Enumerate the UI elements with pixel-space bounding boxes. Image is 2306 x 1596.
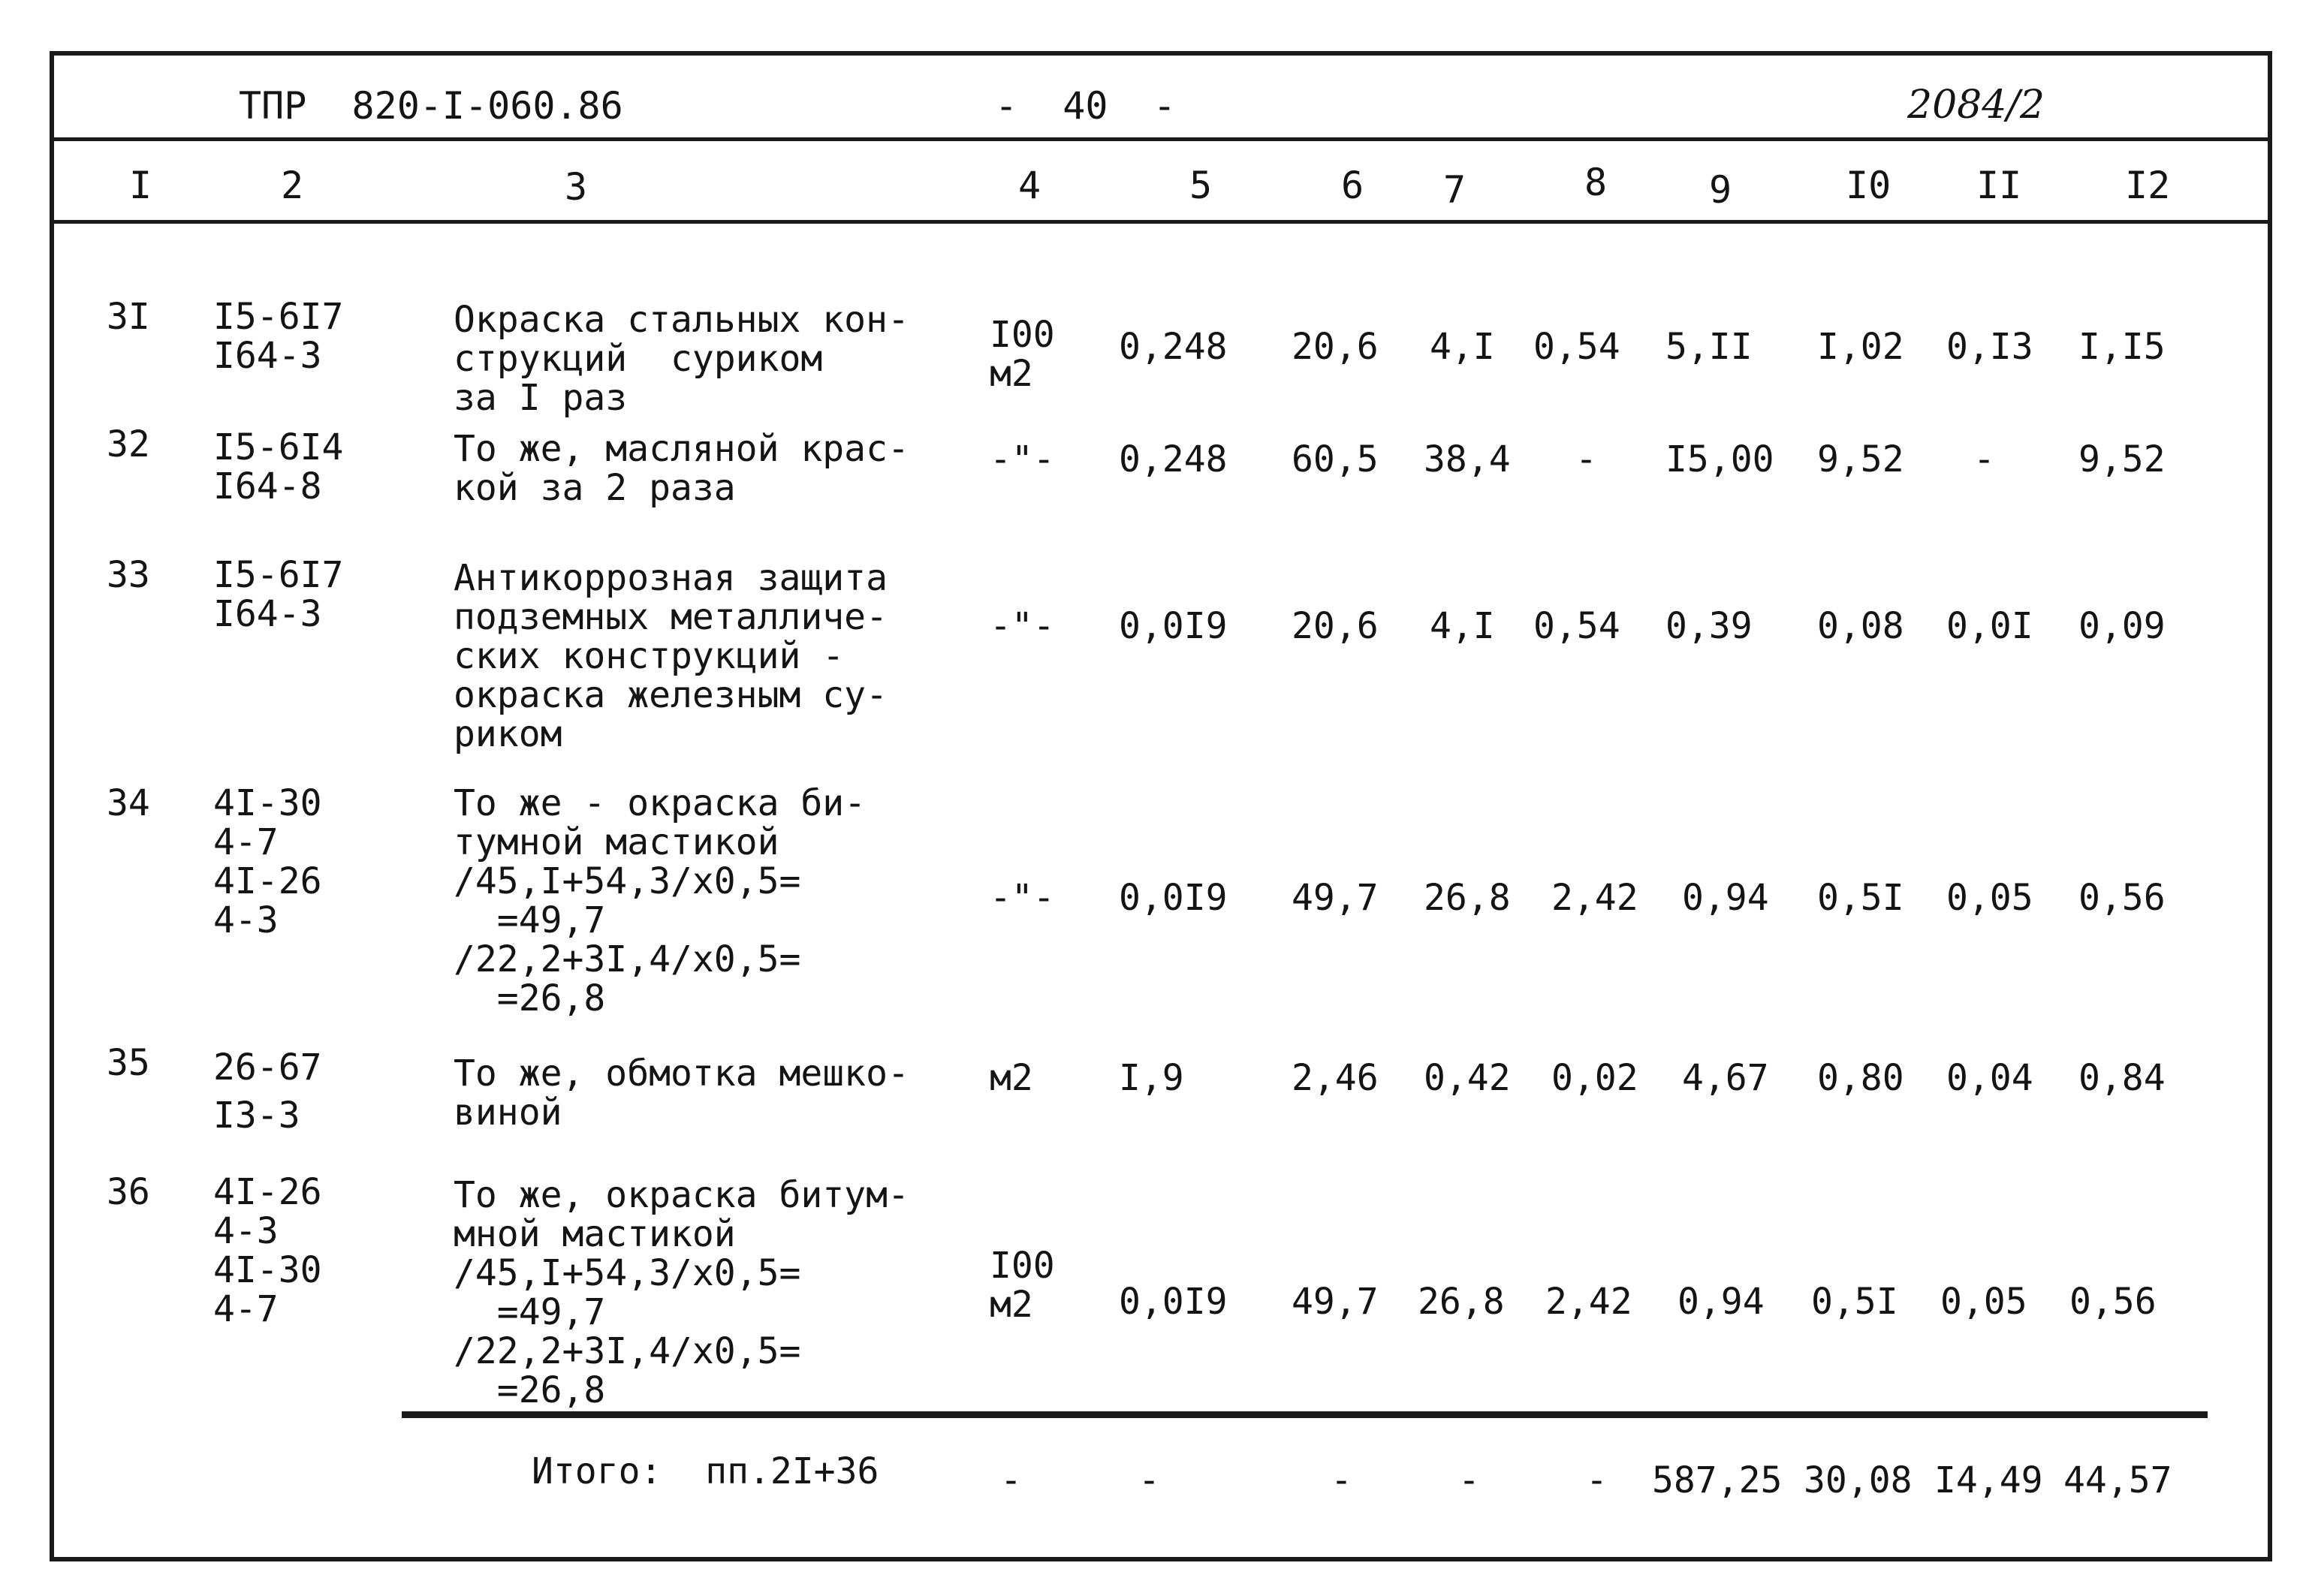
column-header-12: I2 [2125, 164, 2171, 207]
col8-value: 2,42 [1551, 877, 1638, 919]
total-col12: 44,57 [2063, 1459, 2172, 1501]
col10-value: 0,80 [1817, 1057, 1904, 1099]
col12-value: 0,84 [2078, 1057, 2166, 1099]
row-number: 35 [107, 1042, 150, 1084]
col7-value: 4,I [1430, 326, 1495, 368]
column-header-2: 2 [281, 164, 304, 207]
column-header-divider [50, 220, 2272, 224]
quantity: 0,0I9 [1119, 1281, 1228, 1323]
work-description: То же, окраска битум- мной мастикой /45,I+54,3/x0,5= =49,7 /22,2+3I,4/x0,5= =26,8 [454, 1174, 909, 1411]
column-header-8: 8 [1584, 161, 1608, 204]
col6-value: 60,5 [1292, 438, 1379, 480]
col6-value: 2,46 [1292, 1057, 1379, 1099]
col7-value: 26,8 [1418, 1281, 1505, 1323]
col10-value: 0,5I [1817, 877, 1904, 919]
total-col11: I4,49 [1934, 1459, 2043, 1501]
col12-value: I,I5 [2078, 326, 2166, 368]
page-number: - 40 - [995, 84, 1176, 128]
column-header-5: 5 [1189, 164, 1213, 207]
document-frame [50, 51, 2272, 1561]
col11-value: 0,I3 [1946, 326, 2033, 368]
work-description: Антикоррозная защита подземных металличе- ских конструкций - окраска железным су- риком [454, 557, 888, 755]
col11-value: 0,05 [1946, 877, 2033, 919]
col9-value: I5,00 [1665, 438, 1774, 480]
col12-value: 0,56 [2078, 877, 2166, 919]
quantity: 0,248 [1119, 438, 1228, 480]
col7-value: 0,42 [1424, 1057, 1511, 1099]
column-header-11: II [1976, 164, 2022, 207]
row-number: 32 [107, 423, 150, 465]
unit: I00 м2 [990, 1245, 1055, 1326]
col11-value: 0,05 [1940, 1281, 2027, 1323]
col8-value: 0,02 [1551, 1057, 1638, 1099]
col11-value: - [1973, 438, 1995, 480]
rate-code: I5-6I4 I64-8 [213, 426, 344, 507]
col8-value: 0,54 [1533, 605, 1620, 647]
col6-value: 49,7 [1292, 877, 1379, 919]
col12-value: 9,52 [2078, 438, 2166, 480]
total-col5: - [1138, 1459, 1160, 1501]
col10-value: 0,5I [1811, 1281, 1898, 1323]
rate-code: 4I-26 4-3 4I-30 4-7 [213, 1171, 322, 1330]
col7-value: 38,4 [1424, 438, 1511, 480]
col9-value: 0,94 [1682, 877, 1769, 919]
work-description: То же, масляной крас- кой за 2 раза [454, 428, 909, 509]
col11-value: 0,0I [1946, 605, 2033, 647]
quantity: 0,248 [1119, 326, 1228, 368]
work-description: То же, обмотка мешко- виной [454, 1052, 909, 1134]
rate-code: I5-6I7 I64-3 [213, 554, 344, 635]
total-col10: 30,08 [1804, 1459, 1913, 1501]
total-col9: 587,25 [1652, 1459, 1783, 1501]
work-description: То же - окраска би- тумной мастикой /45,I+54,3/x0,5= =49,7 /22,2+3I,4/x0,5= =26,8 [454, 782, 867, 1019]
unit: м2 [990, 1057, 1033, 1099]
unit: -"- [990, 438, 1055, 480]
col10-value: 0,08 [1817, 605, 1904, 647]
col7-value: 4,I [1430, 605, 1495, 647]
col9-value: 5,II [1665, 326, 1753, 368]
col12-value: 0,09 [2078, 605, 2166, 647]
col8-value: 0,54 [1533, 326, 1620, 368]
col12-value: 0,56 [2069, 1281, 2157, 1323]
col6-value: 20,6 [1292, 605, 1379, 647]
column-header-7: 7 [1443, 168, 1466, 212]
col9-value: 4,67 [1682, 1057, 1769, 1099]
rate-code: 4I-30 4-7 4I-26 4-3 [213, 782, 322, 941]
quantity: I,9 [1119, 1057, 1184, 1099]
total-col8: - [1586, 1459, 1608, 1501]
row-number: 3I [107, 296, 150, 338]
col6-value: 49,7 [1292, 1281, 1379, 1323]
col6-value: 20,6 [1292, 326, 1379, 368]
col9-value: 0,39 [1665, 605, 1753, 647]
col7-value: 26,8 [1424, 877, 1511, 919]
col10-value: I,02 [1817, 326, 1904, 368]
work-description: Окраска стальных кон- струкций суриком за I раз [454, 299, 909, 419]
sheet-number: 2084/2 [1907, 83, 2045, 128]
col10-value: 9,52 [1817, 438, 1904, 480]
row-number: 33 [107, 554, 150, 596]
column-header-3: 3 [565, 165, 588, 209]
column-header-9: 9 [1709, 168, 1732, 212]
col8-value: - [1575, 438, 1597, 480]
unit: -"- [990, 605, 1055, 647]
col9-value: 0,94 [1678, 1281, 1765, 1323]
quantity: 0,0I9 [1119, 605, 1228, 647]
column-header-6: 6 [1341, 164, 1364, 207]
rate-code: 26-67 I3-3 [213, 1046, 322, 1137]
column-header-10: I0 [1846, 164, 1892, 207]
row-number: 34 [107, 782, 150, 824]
unit: I00 м2 [990, 314, 1055, 395]
total-col4: - [1000, 1459, 1022, 1501]
total-col7: - [1458, 1459, 1480, 1501]
rate-code: I5-6I7 I64-3 [213, 296, 344, 377]
header-divider [50, 137, 2272, 141]
total-rule [402, 1411, 2208, 1418]
row-number: 36 [107, 1171, 150, 1213]
unit: -"- [990, 877, 1055, 919]
total-col6: - [1331, 1459, 1352, 1501]
quantity: 0,0I9 [1119, 877, 1228, 919]
col8-value: 2,42 [1545, 1281, 1632, 1323]
col11-value: 0,04 [1946, 1057, 2033, 1099]
column-header-4: 4 [1018, 164, 1041, 207]
column-header-1: I [129, 164, 152, 207]
document-code: ТПР 820-I-060.86 [239, 84, 623, 128]
total-label: Итого: пп.2I+36 [532, 1450, 879, 1492]
